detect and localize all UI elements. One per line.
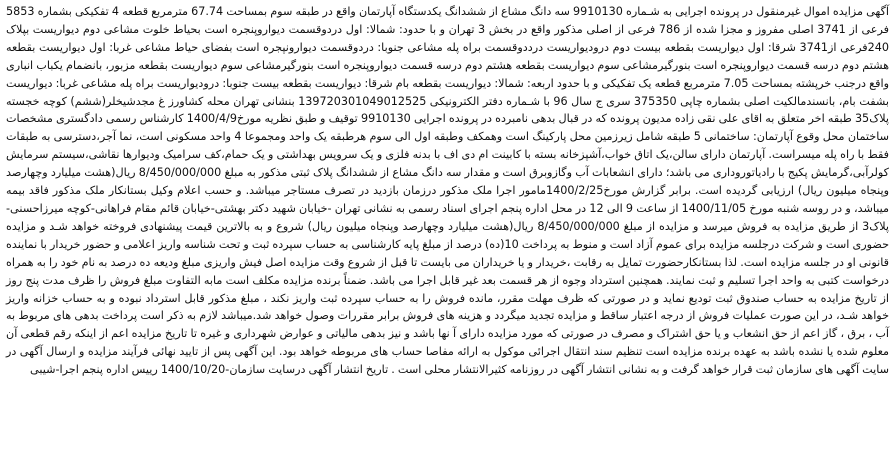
auction-notice-text: آگهی مزایده اموال غیرمنقول در پرونده اجرایی به شـماره 9910130 سه دانگ مشاع از ششدانگ یکدستگاه آپارتمان واقع در طبقه سوم بمساحت 67.74 مترمربع قطعه 4 تفکیکی بشماره 5853 فرعی از 3741 اصلی مفروز و مجزا شده از 786 فرعی از اصلی مذکور واقع در بخش 3 تهران و با حدود: شمالا: اول دردوقسمت دیواروپنجره است بحیاط خلوت مشاعی دوم دیواریست بپلاک 240فرعی از3741 شرقا: اول دیواریست بقطعه بیست دوم درودیواریست درددوقسمت براه پله مشاعی جنوبا: دردوقسمت دیوارونپجره است بفضای حیاط مشاعی غربا: اول دیواریست بقطعه هشتم دوم درسه قسمت دیواروپنجره است بنورگیرمشاعی سوم دیواریست بقطعه هشتم دوم درسه قسمت دیواروپنجره است بنورگیرمشاعی سوم دیواریست بقطعه مزبور، بانضمام یکباب انباری واقع درجنب خرپشته بمساحت 7.05 مترمربع قطعه یک تفکیکی و با حدود اربعه: شمالا: دیواریست بقطعه بام شرقا: دیواریست بقطعه بیست جنوبا: درودیواریست براه پله مشاعی غربا: دیواریست بشفت بام، بانسندمالکیت اصلی بشماره چاپی 375350 سری ج سال 96 با شـماره دفتر الکترونیکی 139720301049012525 بنشانی تهران محله کشاورز غ مجدشیخلر(ششم) کوچه خجسته پلاک35 طبقه اخر متعلق به اقای علی نقی زاده مدیون پرونده که در قبال بدهی نامبرده در پرونده اجرایی 9910130 توقیف و طبق نظریه مورخ1400/4/9 کارشناس رسمی دادگستری مشخصات ساختمان محل وقوع آپارتمان: ساختمانی 5 طبقه شامل زیرزمین محل پارکینگ است وهمکف وطبقه اول الی سوم هرطبقه یک واحد ومجموعا 4 واحد مسکونی است، نما آجر،دسترسی به طبقات فقط با راه پله میسراست. آپارتمان دارای سالن،یک اتاق خواب،آشپزخانه بسته با کابینت ام دی اف با بدنه فلزی و یک سرویس بهداشتی و یک حمام،کف سرامیک ودیوارها نقاشی،سیستم سرمایش کولرآبی،گرمایش پکیج با رادیاتوروداری می باشد؛ دارای انشعابات آب وگازوبرق است و مقدار سه دانگ مشاع از ششدانگ پلاک ثبتی مذکور به مبلغ 8/450/000/000 ریال(هشت میلیارد وچهارصد وپنجاه میلیون ریال) ارزیابی گردیده است. برابر گزارش مورخ1400/2/25مامور اجرا ملک مذکور درزمان بازدید در تصرف مستاجر میباشد. و حسب اعلام وکیل بستانکار ملک مذکور فاقد بیمه میباشد، و در روسه شنبه مورخ 1400/11/05 از ساعت 9 الی 12 در محل اداره پنجم اجرای اسناد رسمی به نشانی تهران -خیابان شهید دکتر بهشتی-خیابان قائم مقام فراهانی-کوچه میرزاحسنی-پلاک3 از طریق مزایده به فروش میرسد و مزایده از مبلغ 8/450/000/000 ریال(هشت میلیارد وچهارصد وپنجاه میلیون ریال) شروع و به بالاترین قیمت پیشنهادی فروخته خواهد شـد و مزایده حضوری است و شرکت درجلسه مزایده برای عموم آزاد است و منوط به پرداخت 10(ده) درصد از مبلغ پایه کارشناسی به حساب سپرده ثبت و تحت شناسه واریز اعلامی و حضور خریدار با نماینده قانونی او در جلسه مزایده است. لذا بستانکارحضورت تمایل به رقابت ،خریدار و یا خریداران می بایست تا قبل از شروع وقت مزایده اصل فیش واریزی مبلغ ودیعه ده درصد به نام خود را به همراه درخواست کتبی به واحد اجرا تسلیم و ثبت نمایند. همچنین استرداد وجوه از هر قسمت بعد غیر قابل اجرا می باشد. ضمناً برنده مزایده مکلف است مابه التفاوت مبلغ فروش را ظرف مدت پنج روز از تاریخ مزایده به حساب صندوق ثبت تودیع نماید و در صورتی که ظرف مهلت مقرر، مانده فروش را به حساب سپرده ثبت واریز نکند ، مبلغ مذکور قابل استرداد نبوده و به حساب خزانه واریز خواهد شـد، در این صورت عملیات فروش از درجه اعتبار ساقط و مزایده تجدید میگردد و هزینه های فروش برابر مقررات وصول خواهد شد.میباشد لازم به ذکر است پرداخت بدهی های مربوط به آب ، برق ، گاز اعم از حق انشعاب و یا حق اشتراک و مصرف در صورتی که مورد مزایده دارای آ نها باشد و نیز بدهی مالیاتی و عوارض شهرداری و غیره تا تاریخ مزایده اعم از اینکه رقم قطعی آن معلوم شده یا نشده باشد به عهده برنده مزایده است تنظیم سند انتقال اجرائی موکول به ارائه مفاصا حساب های مربوطه خواهد بود. این آگهی پس از تایید نهائی فرآیند مزایده و ارسال آگهی در سایت آگهی های سازمان ثبت قرار خواهد گرفت و به نشانی انتشار آگهی در روزنامه کثیرالانتشار محلی است . تاریخ انتشار آگهی درسایت سازمان-1400/10/20 رییس اداره پنجم اجرا-شیبی [6,5,890,377]
